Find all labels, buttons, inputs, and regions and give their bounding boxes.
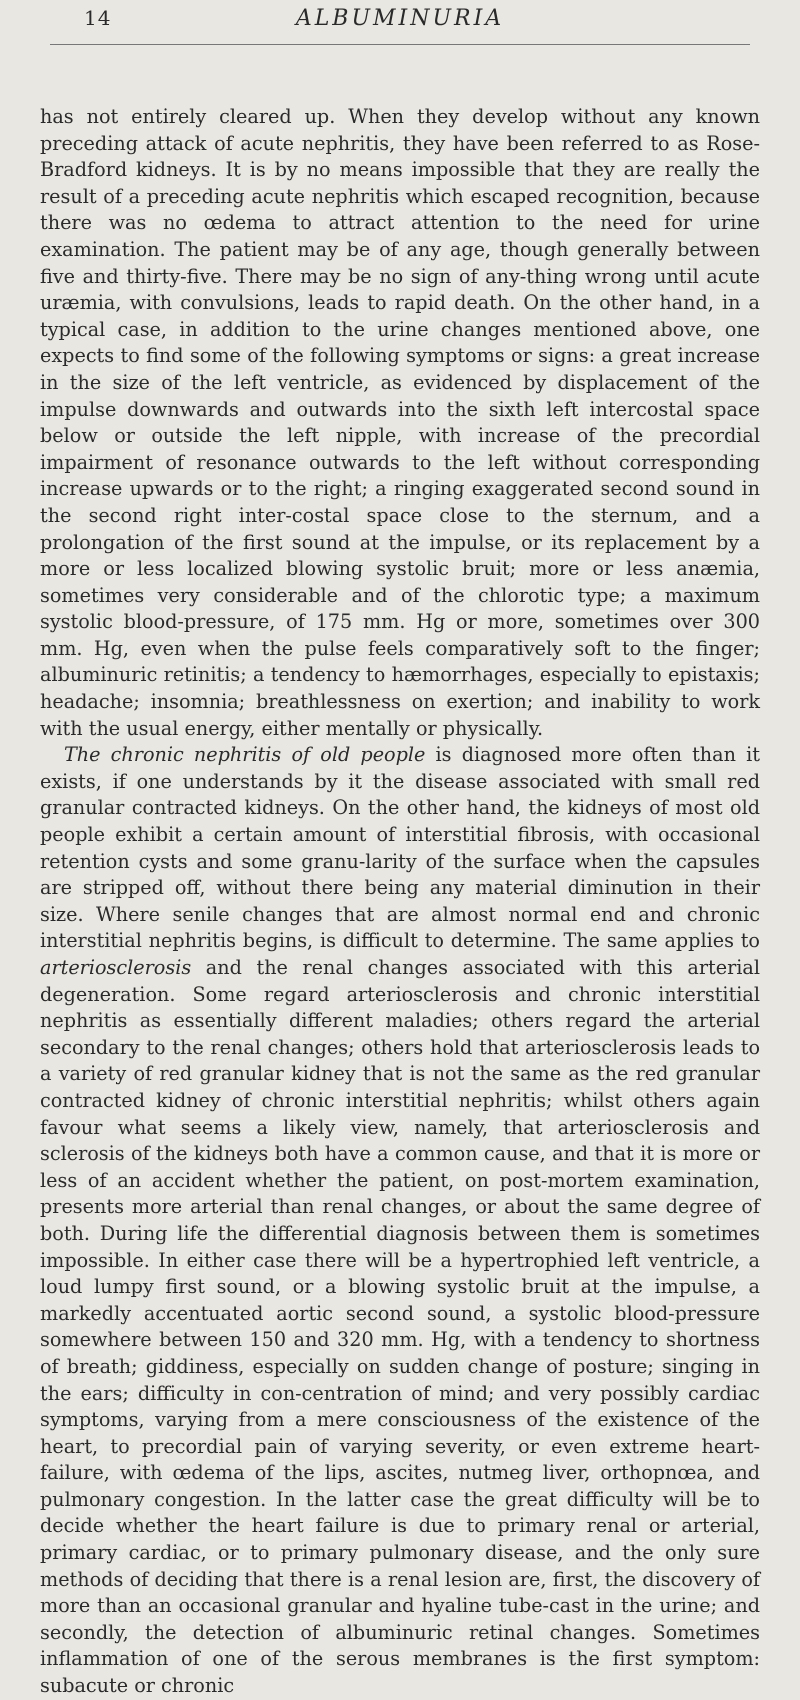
paragraph-2-italic-lead: The chronic nephritis of old people (64, 743, 426, 767)
header-rule (50, 44, 750, 45)
running-title: ALBUMINURIA (295, 6, 505, 31)
body-text (40, 104, 760, 1700)
paragraph-2 (40, 742, 760, 1699)
page-number: 14 (84, 6, 112, 30)
paragraph-2-text-b: and the renal changes associated with this arterial degeneration. Some regard arteriosclerosis and chronic interstitial nephritis as essentially different maladies; others regard the arterial secondary to the renal changes; others hold that arteriosclerosis leads to a variety of red granular kidney that is not the same as the red granular contracted kidney of chronic interstitial nephritis; whilst others again favour what seems a likely view, namely, that arteriosclerosis and sclerosis of the kidneys both have a common cause, and that it is more or less of an accident whether the patient, on post-mortem examination, presents more arterial than renal changes, or about the same degree of both. During life the differential diagnosis between them is sometimes impossible. In either case there will be a hypertrophied left ventricle, a loud lumpy first sound, or a blowing systolic bruit at the impulse, a markedly accentuated aortic second sound, a systolic blood-pressure somewhere between 150 and 320 mm. Hg, with a tendency to shortness of breath; giddiness, especially on sudden change of posture; singing in the ears; difficulty in con-centration of mind; and very possibly cardiac symptoms, varying from a mere consciousness of the existence of the heart, to precordial pain of varying severity, or even extreme heart-failure, with œdema of the lips, ascites, nutmeg liver, orthopnœa, and pulmonary congestion. In the latter case the great difficulty will be to decide whether the heart failure is due to primary renal or arterial, primary cardiac, or to primary pulmonary disease, and the only sure methods of deciding that there is a renal lesion are, first, the discovery of more than an occasional granular and hyaline tube-cast in the urine; and secondly, the detection of albuminuric retinal changes. Sometimes inflammation of one of the serous membranes is the first symptom: subacute or chronic (40, 956, 760, 1698)
paragraph-1: has not entirely cleared up. When they develop without any known preceding attack of acute nephritis, they have been referred to as Rose-Bradford kidneys. It is by no means impossible that they are really the result of a preceding acute nephritis which escaped recognition, because there was no œdema to attract attention to the need for urine examination. The patient may be of any age, though generally between five and thirty-five. There may be no sign of any-thing wrong until acute uræmia, with convulsions, leads to rapid death. On the other hand, in a typical case, in addition to the urine changes mentioned above, one expects to find some of the following symptoms or signs: a great increase in the size of the left ventricle, as evidenced by displacement of the impulse downwards and outwards into the sixth left intercostal space below or outside the left nipple, with increase of the precordial impairment of resonance outwards to the left without corresponding increase upwards or to the right; a ringing exaggerated second sound in the second right inter-costal space close to the sternum, and a prolongation of the first sound at the impulse, or its replacement by a more or less localized blowing systolic bruit; more or less anæmia, sometimes very considerable and of the chlorotic type; a maximum systolic blood-pressure, of 175 mm. Hg or more, sometimes over 300 mm. Hg, even when the pulse feels comparatively soft to the finger; albuminuric retinitis; a tendency to hæmorrhages, especially to epistaxis; headache; insomnia; breathlessness on exertion; and inability to work with the usual energy, either mentally or physically. (40, 105, 760, 740)
paragraph-2-italic-term: arteriosclerosis (40, 956, 192, 979)
paragraph-2-text-a: is diagnosed more often than it exists, if one understands by it the disease associated with small red granular contracted kidneys. On the other hand, the kidneys of most old people exhibit a certain amount of interstitial fibrosis, with occasional retention cysts and some granu-larity of the surface when the capsules are stripped off, without there being any material diminution in their size. Where senile changes that are almost normal end and chronic interstitial nephritis begins, is difficult to determine. The same applies to (40, 743, 760, 953)
page-header (40, 0, 760, 56)
